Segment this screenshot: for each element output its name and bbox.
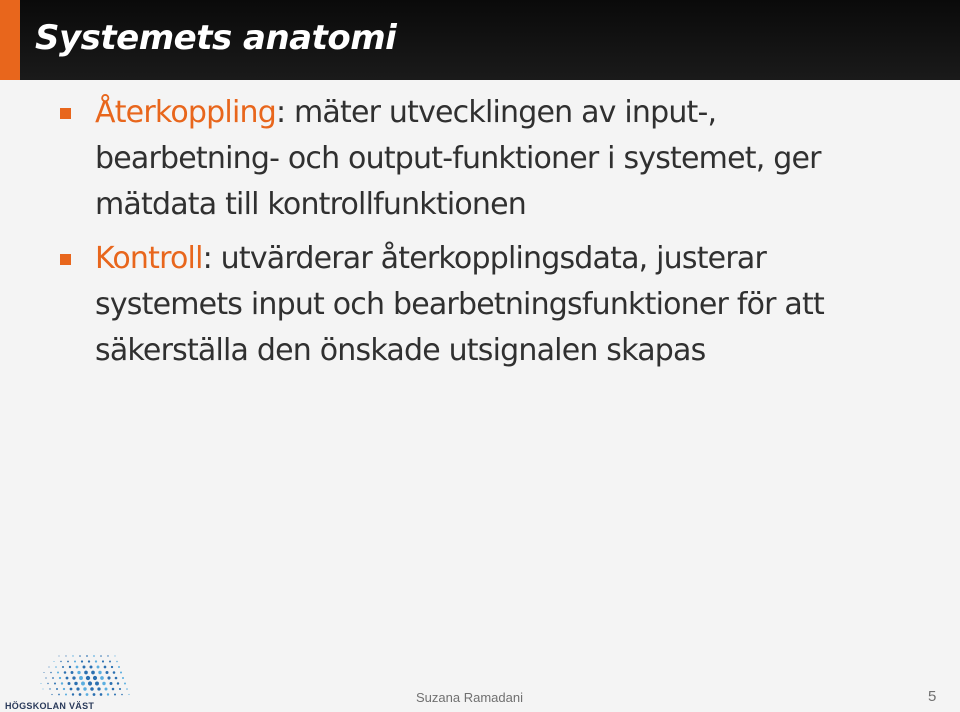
logo-dot [79,655,81,657]
logo-dot [107,655,108,656]
logo-dot [95,682,99,686]
logo-dot [69,666,71,668]
logo-dot [100,676,104,680]
bullet-term: Kontroll [95,241,203,276]
logo-dot [79,693,82,696]
logo-dot [65,693,67,695]
logo-dot [68,682,71,685]
logo-dot [58,694,60,696]
logo-dot [56,688,58,690]
logo-dot [72,693,74,695]
logo-dot [105,688,108,691]
logo-dot [49,688,50,689]
logo-dot [74,682,77,685]
bullet-square-icon [60,108,71,119]
logo-dot [109,661,111,663]
logo-dot [119,688,121,690]
bullet-term: Återkoppling [95,95,276,130]
logo-dot [60,661,61,662]
logo-dot [91,671,95,675]
logo-dot [76,666,79,669]
bullet-description: : utvärderar återkopplingsdata, justerar systemets input och bearbetningsfunktioner för att säkerställa den önskade utsignalen skapas [95,241,824,368]
logo-dot [98,671,101,674]
logo-dot [53,661,54,662]
logo-dot [89,665,92,668]
logo-dot [83,666,86,669]
logo-dot [83,687,86,690]
footer-author: Suzana Ramadani [416,690,523,705]
logo-dot [84,671,88,675]
logo-dot [104,666,107,669]
logo-dot [112,688,115,691]
logo-dot [51,694,52,695]
logo-dot [107,676,110,679]
logo-dot [93,655,95,657]
logo-dot [59,656,60,657]
logo-dot [45,677,46,678]
logo-dot [114,655,115,656]
logo-dot [47,683,48,684]
logo-dot [81,660,83,662]
logo-dot [90,687,93,690]
bullet-square-icon [60,254,71,265]
logo-dot [107,693,109,695]
logo-dot [61,682,63,684]
logo-dot [67,661,69,663]
logo-dot [122,677,124,679]
logo-dot [118,666,120,668]
logo-dot [70,688,73,691]
logo-dot [120,671,122,673]
logo-dot [71,671,74,674]
logo-dot [77,671,80,674]
logo-dot [97,666,100,669]
page-number: 5 [928,688,937,705]
title-accent-stripe [0,0,20,80]
logo-text: HÖGSKOLAN VÄST [5,701,95,711]
logo-dot [76,687,79,690]
logo-dot [62,666,64,668]
logo-dot [100,655,102,657]
bullet-description: : mäter utvecklingen av input-, bearbetning- och output-funktioner i systemet, ger mätdata till kontrollfunktionen [95,95,821,222]
logo-dot [65,655,66,656]
logo-dot [59,677,61,679]
logo-dot [66,677,69,680]
bullet-text [95,236,895,374]
logo-dot [102,660,104,662]
logo-dot [110,682,113,685]
logo-dot [43,689,44,690]
logo-dot [124,683,126,685]
logo-dot [88,681,92,685]
logo-dot [72,655,73,656]
logo-dot [105,671,108,674]
logo-dot [41,683,42,684]
logo-dot [52,677,54,679]
logo-dot [57,671,59,673]
logo-dot [113,671,116,674]
logo-dot [116,661,118,663]
logo-dot [100,693,103,696]
logo-dot [50,672,52,674]
logo-dot [72,676,75,679]
logo-dot [97,687,100,690]
logo-dot [86,693,89,696]
logo-dot [126,688,128,690]
logo-dot [121,694,123,696]
logo-dot [95,660,97,662]
logo-dot [74,660,76,662]
logo-dot [64,671,67,674]
logo-dot [79,676,83,680]
logo-dot [128,694,129,695]
logo-dot [63,688,65,690]
logo-dot [117,682,119,684]
logo-dot [55,666,57,668]
logo-dot [114,693,116,695]
logo-dot [111,666,113,668]
logo-dot [93,693,96,696]
logo-dot [43,672,44,673]
logo-dot [93,676,97,680]
logo-dot [48,666,49,667]
logo-dot [54,683,56,685]
logo-dot [88,660,90,662]
logo-dot [86,676,90,680]
logo-dot [102,682,105,685]
logo-dot [115,677,118,680]
slide-title: Systemets anatomi [35,18,397,58]
bullet-text [95,90,895,228]
logo-dot [81,682,85,686]
logo-dot [86,655,88,657]
